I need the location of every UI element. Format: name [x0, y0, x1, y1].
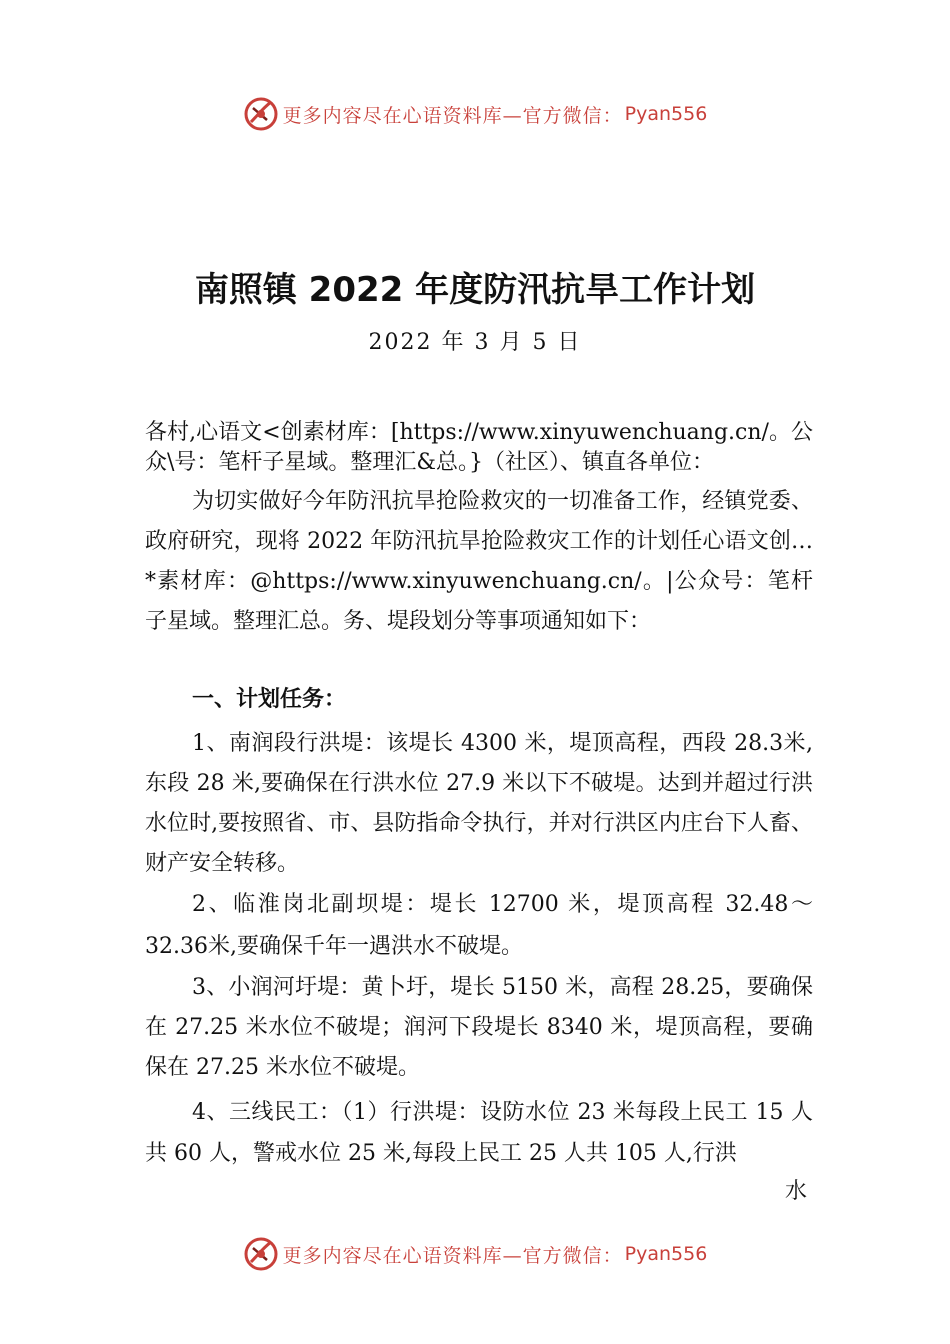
- task-item-4: 4、三线民工：（1）行洪堤：设防水位 23 米每段上民工 15 人共 60 人，警戒水位 25 米,每段上民工 25 人共 105 人,行洪: [145, 1100, 813, 1166]
- document-date: 2022 年 3 月 5 日: [368, 330, 582, 355]
- pen-logo-icon: [243, 96, 279, 132]
- document-title: 南照镇 2022 年度防汛抗旱工作计划: [194, 270, 756, 310]
- task-item-1: 1、南润段行洪堤：该堤长 4300 米，堤顶高程，西段 28.3米,东段 28 米,要确保在行洪水位 27.9 米以下不破堤。达到并超过行洪水位时,要按照省、市、县防指命令执行，并对行洪区内庄台下人畜、财产安全转移。: [145, 731, 813, 876]
- header-banner: [0, 92, 950, 136]
- banner-text: 更多内容尽在心语资料库—官方微信：: [282, 104, 623, 127]
- intro-paragraph: 为切实做好今年防汛抗旱抢险救灾的一切准备工作，经镇党委、政府研究，现将 2022 年防汛抗旱抢险救灾工作的计划任心语文创…*素材库：@https://www.xinyuwenchuang.cn/。|公众号：笔杆子星域。整理汇总。务、堤段划分等事项通知如下：: [145, 489, 813, 634]
- task-item-4-tail: 水: [784, 1179, 807, 1204]
- banner-text: 更多内容尽在心语资料库—官方微信：: [282, 1244, 623, 1267]
- banner-wechat-id: Pyan556: [624, 103, 708, 125]
- footer-banner: [0, 1232, 950, 1276]
- section-heading: 一、计划任务：: [192, 687, 347, 712]
- task-item-2: 2、临淮岗北副坝堤：堤长 12700 米，堤顶高程 32.48～32.36米,要确保千年一遇洪水不破堤。: [145, 892, 813, 959]
- pen-logo-icon: [243, 1236, 279, 1272]
- addressee-paragraph: 各村,心语文<创素材库：[https://www.xinyuwenchuang.cn/。公众\号：笔杆子星域。整理汇&总。}（社区）、镇直各单位：: [145, 420, 813, 475]
- banner-wechat-id: Pyan556: [624, 1243, 708, 1265]
- task-item-3: 3、小润河圩堤：黄卜圩，堤长 5150 米，高程 28.25，要确保在 27.25 米水位不破堤；润河下段堤长 8340 米，堤顶高程，要确保在 27.25 米水位不破堤。: [145, 975, 813, 1080]
